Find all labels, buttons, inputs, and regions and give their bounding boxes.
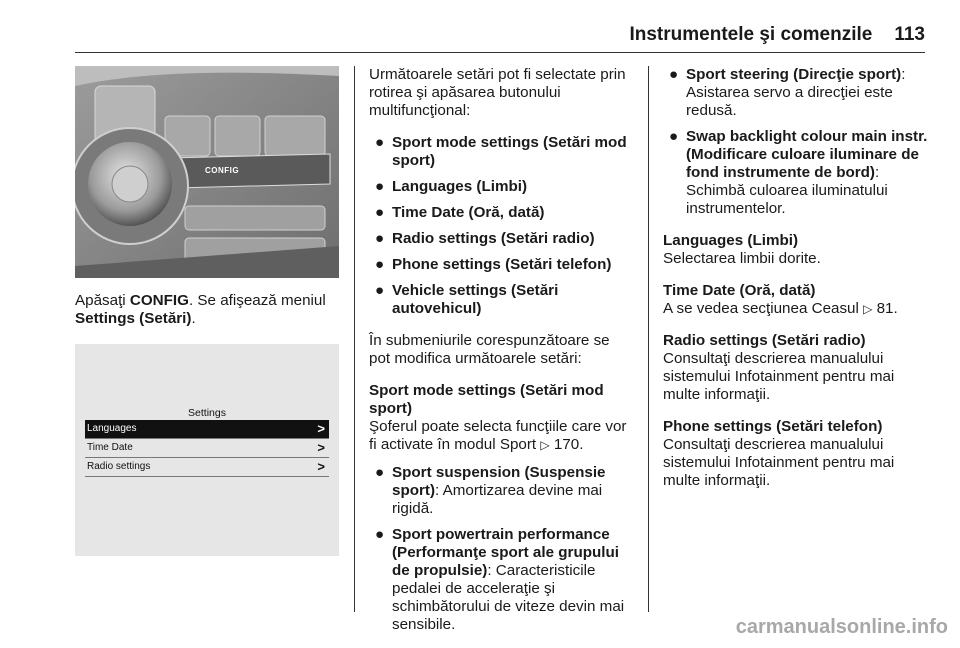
submenu-intro: În submeniurile corespunzătoare se pot modifica următoarele setări: (369, 332, 610, 367)
list-item: ● Time Date (Oră, dată) (375, 204, 545, 221)
bullet-icon: ● (375, 134, 385, 151)
bullet-icon: ● (375, 526, 385, 543)
list-item: ● Languages (Limbi) (375, 178, 528, 195)
watermark: carmanualsonline.info (735, 616, 948, 638)
config-button-label: CONFIG (205, 166, 240, 175)
section-heading: Languages (Limbi) (663, 232, 799, 249)
list-item: ● Sport powertrain performance (Performanţe sport ale grupului de propulsie): Caracteristicile pedalei de acceleraţie şi schimbătorului de viteze devin mai sensibile. (375, 526, 625, 633)
column-left (75, 66, 340, 556)
bullet-icon: ● (375, 282, 385, 299)
section-heading: Phone settings (Setări telefon) (663, 418, 883, 435)
section-heading: Radio settings (Setări radio) (663, 332, 866, 349)
languages-section: Languages (Limbi) Selectarea limbii dorite. (663, 232, 928, 268)
page-number: 113 (894, 24, 925, 45)
bullet-icon: ● (375, 178, 385, 195)
intro-text: Următoarele setări pot fi selectate prin rotirea şi apăsarea butonului multifuncţional: (369, 66, 626, 119)
display-menu-item: Languages > (85, 420, 329, 439)
settings-display-screenshot (75, 344, 339, 556)
bullet-icon: ● (375, 204, 385, 221)
page-title: Instrumentele şi comenzile (629, 24, 873, 45)
time-date-section: Time Date (Oră, dată) A se vedea secţiunea Ceasul ▷ 81. (663, 282, 928, 318)
settings-term: Settings (Setări) (75, 310, 192, 327)
chevron-right-icon: > (317, 459, 325, 474)
bullet-icon: ● (669, 66, 679, 83)
bullet-icon: ● (375, 464, 385, 481)
display-menu-item: Time Date > (85, 439, 329, 458)
display-menu-item: Radio settings > (85, 458, 329, 477)
caption: Apăsaţi CONFIG. Se afişează meniul Settings (Setări). (75, 292, 326, 327)
section-heading: Sport mode settings (Setări mod sport) (369, 382, 604, 417)
config-button-photo (75, 66, 339, 278)
chevron-right-icon: > (317, 440, 325, 455)
display-menu-list (85, 420, 329, 477)
bullet-icon: ● (375, 230, 385, 247)
header-rule (75, 52, 925, 53)
column-divider (354, 66, 355, 612)
page-reference-icon: ▷ (863, 302, 873, 316)
bullet-icon: ● (375, 256, 385, 273)
sport-options-list (369, 464, 634, 634)
list-item: ● Radio settings (Setări radio) (375, 230, 595, 247)
page-header (75, 24, 925, 50)
display-title: Settings (188, 407, 226, 419)
column-middle (369, 66, 634, 648)
page-reference: 170. (553, 436, 584, 453)
list-item: ● Swap backlight colour main instr. (Modificare culoare iluminare de fond instrumente de bord): Schimbă culoarea iluminatului instrumentelor. (669, 128, 928, 217)
section-heading: Time Date (Oră, dată) (663, 282, 816, 299)
list-item: ● Sport mode settings (Setări mod sport) (375, 134, 627, 169)
list-item: ● Sport suspension (Suspensie sport): Amortizarea devine mai rigidă. (375, 464, 606, 517)
radio-settings-section: Radio settings (Setări radio) Consultaţi descrierea manualului sistemului Infotainment pentru mai multe informaţii. (663, 332, 928, 404)
list-item: ● Sport steering (Direcţie sport): Asistarea servo a direcţiei este redusă. (669, 66, 906, 119)
page-reference-icon: ▷ (540, 438, 550, 452)
phone-settings-section: Phone settings (Setări telefon) Consultaţi descrierea manualului sistemului Infotainment pentru mai multe informaţii. (663, 418, 928, 490)
config-term: CONFIG (129, 292, 189, 309)
column-divider (648, 66, 649, 612)
page-reference: 81. (876, 300, 898, 317)
sport-options-list-continued (663, 66, 928, 218)
sport-section: Sport mode settings (Setări mod sport) Şoferul poate selecta funcţiile care vor fi activate în modul Sport ▷ 170. (369, 382, 634, 454)
list-item: ● Phone settings (Setări telefon) (375, 256, 612, 273)
chevron-right-icon: > (317, 421, 325, 436)
list-item: ● Vehicle settings (Setări autovehicul) (375, 282, 559, 317)
column-right (663, 66, 928, 504)
bullet-icon: ● (669, 128, 679, 145)
settings-menu-list (369, 134, 634, 318)
